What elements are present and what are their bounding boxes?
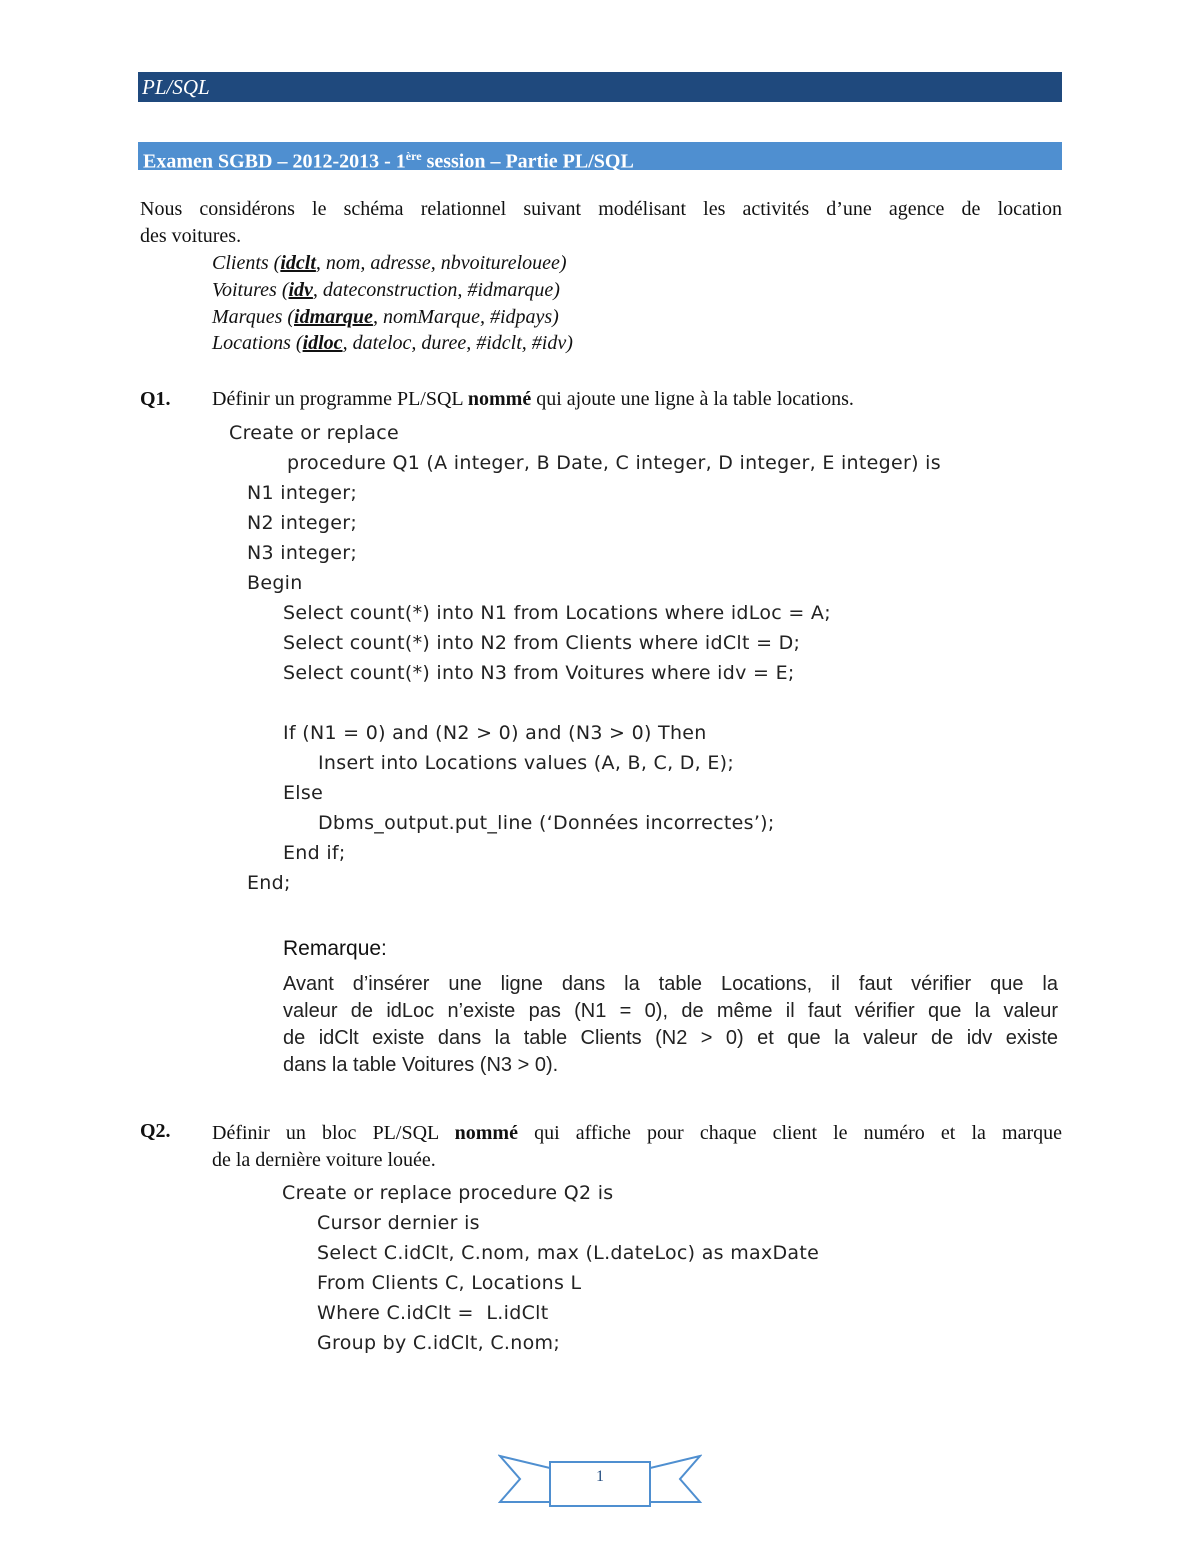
q2-code-line: Select C.idClt, C.nom, max (L.dateLoc) as maxDate [317,1242,820,1264]
q1-code-line: N1 integer; [247,482,358,504]
page-number: 1 [596,1468,604,1485]
q1-code-line: If (N1 = 0) and (N2 > 0) and (N3 > 0) Then [283,722,707,744]
q2-code-line: From Clients C, Locations L [317,1272,582,1294]
q1-code-line: Else [283,782,324,804]
exam-title-rest: session – Partie PL/SQL [421,150,634,173]
remarque-line: valeur de idLoc n’existe pas (N1 = 0), de même il faut vérifier que la valeur [283,1000,1058,1022]
q2-question [212,1120,1062,1147]
q2-code-line: Group by C.idClt, C.nom; [317,1332,561,1354]
q2-question-line-1: Définir un bloc PL/SQL nommé qui affiche pour chaque client le numéro et la marque [212,1122,1062,1144]
exam-title-sup: ère [405,149,422,163]
q1-code-line: Dbms_output.put_line (‘Données incorrectes’); [318,812,775,834]
schema-clients: Clients (idclt, nom, adresse, nbvoiturelouee) [212,252,567,274]
q1-code-line: Select count(*) into N1 from Locations where idLoc = A; [283,602,831,624]
remarque-body [283,971,1058,1079]
q2-code-line: Create or replace procedure Q2 is [282,1182,614,1204]
q1-code-line: Begin [247,572,303,594]
header-title: PL/SQL [142,75,210,99]
schema-locations: Locations (idloc, dateloc, duree, #idclt, #idv) [212,332,573,354]
q1-code-line: Select count(*) into N2 from Clients where idClt = D; [283,632,801,654]
q2-code-line: Cursor dernier is [317,1212,480,1234]
q1-code-line: End; [247,872,291,894]
q1-code-line: Select count(*) into N3 from Voitures where idv = E; [283,662,795,684]
remarque-line: dans la table Voitures (N3 > 0). [283,1054,559,1076]
q1-code-line: Insert into Locations values (A, B, C, D, E); [318,752,735,774]
schema-voitures: Voitures (idv, dateconstruction, #idmarque) [212,279,560,301]
q1-code-line: procedure Q1 (A integer, B Date, C integer, D integer, E integer) is [287,452,941,474]
exam-title [143,142,634,176]
remarque-line: Avant d’insérer une ligne dans la table Locations, il faut vérifier que la [283,973,1058,995]
q1-code-line: N3 integer; [247,542,358,564]
q1-label: Q1. [140,388,171,410]
remarque-line: de idClt existe dans la table Clients (N2 > 0) et que la valeur de idv existe [283,1027,1058,1049]
intro-paragraph [140,196,1062,250]
header-bar [138,72,1062,102]
q1-question: Définir un programme PL/SQL nommé qui ajoute une ligne à la table locations. [212,388,854,410]
q1-code-line: End if; [283,842,346,864]
q1-code-line: Create or replace [229,422,399,444]
q2-label: Q2. [140,1120,171,1142]
intro-line-1: Nous considérons le schéma relationnel suivant modélisant les activités d’une agence de location [140,198,1062,220]
remarque-title: Remarque: [283,937,387,960]
intro-line-2: des voitures. [140,225,242,247]
q2-code-line: Where C.idClt = L.idClt [317,1302,549,1324]
q1-code-line: N2 integer; [247,512,358,534]
schema-marques: Marques (idmarque, nomMarque, #idpays) [212,306,559,328]
exam-title-main: Examen SGBD – 2012-2013 - 1 [143,150,406,173]
q2-question-line-2: de la dernière voiture louée. [212,1149,436,1171]
